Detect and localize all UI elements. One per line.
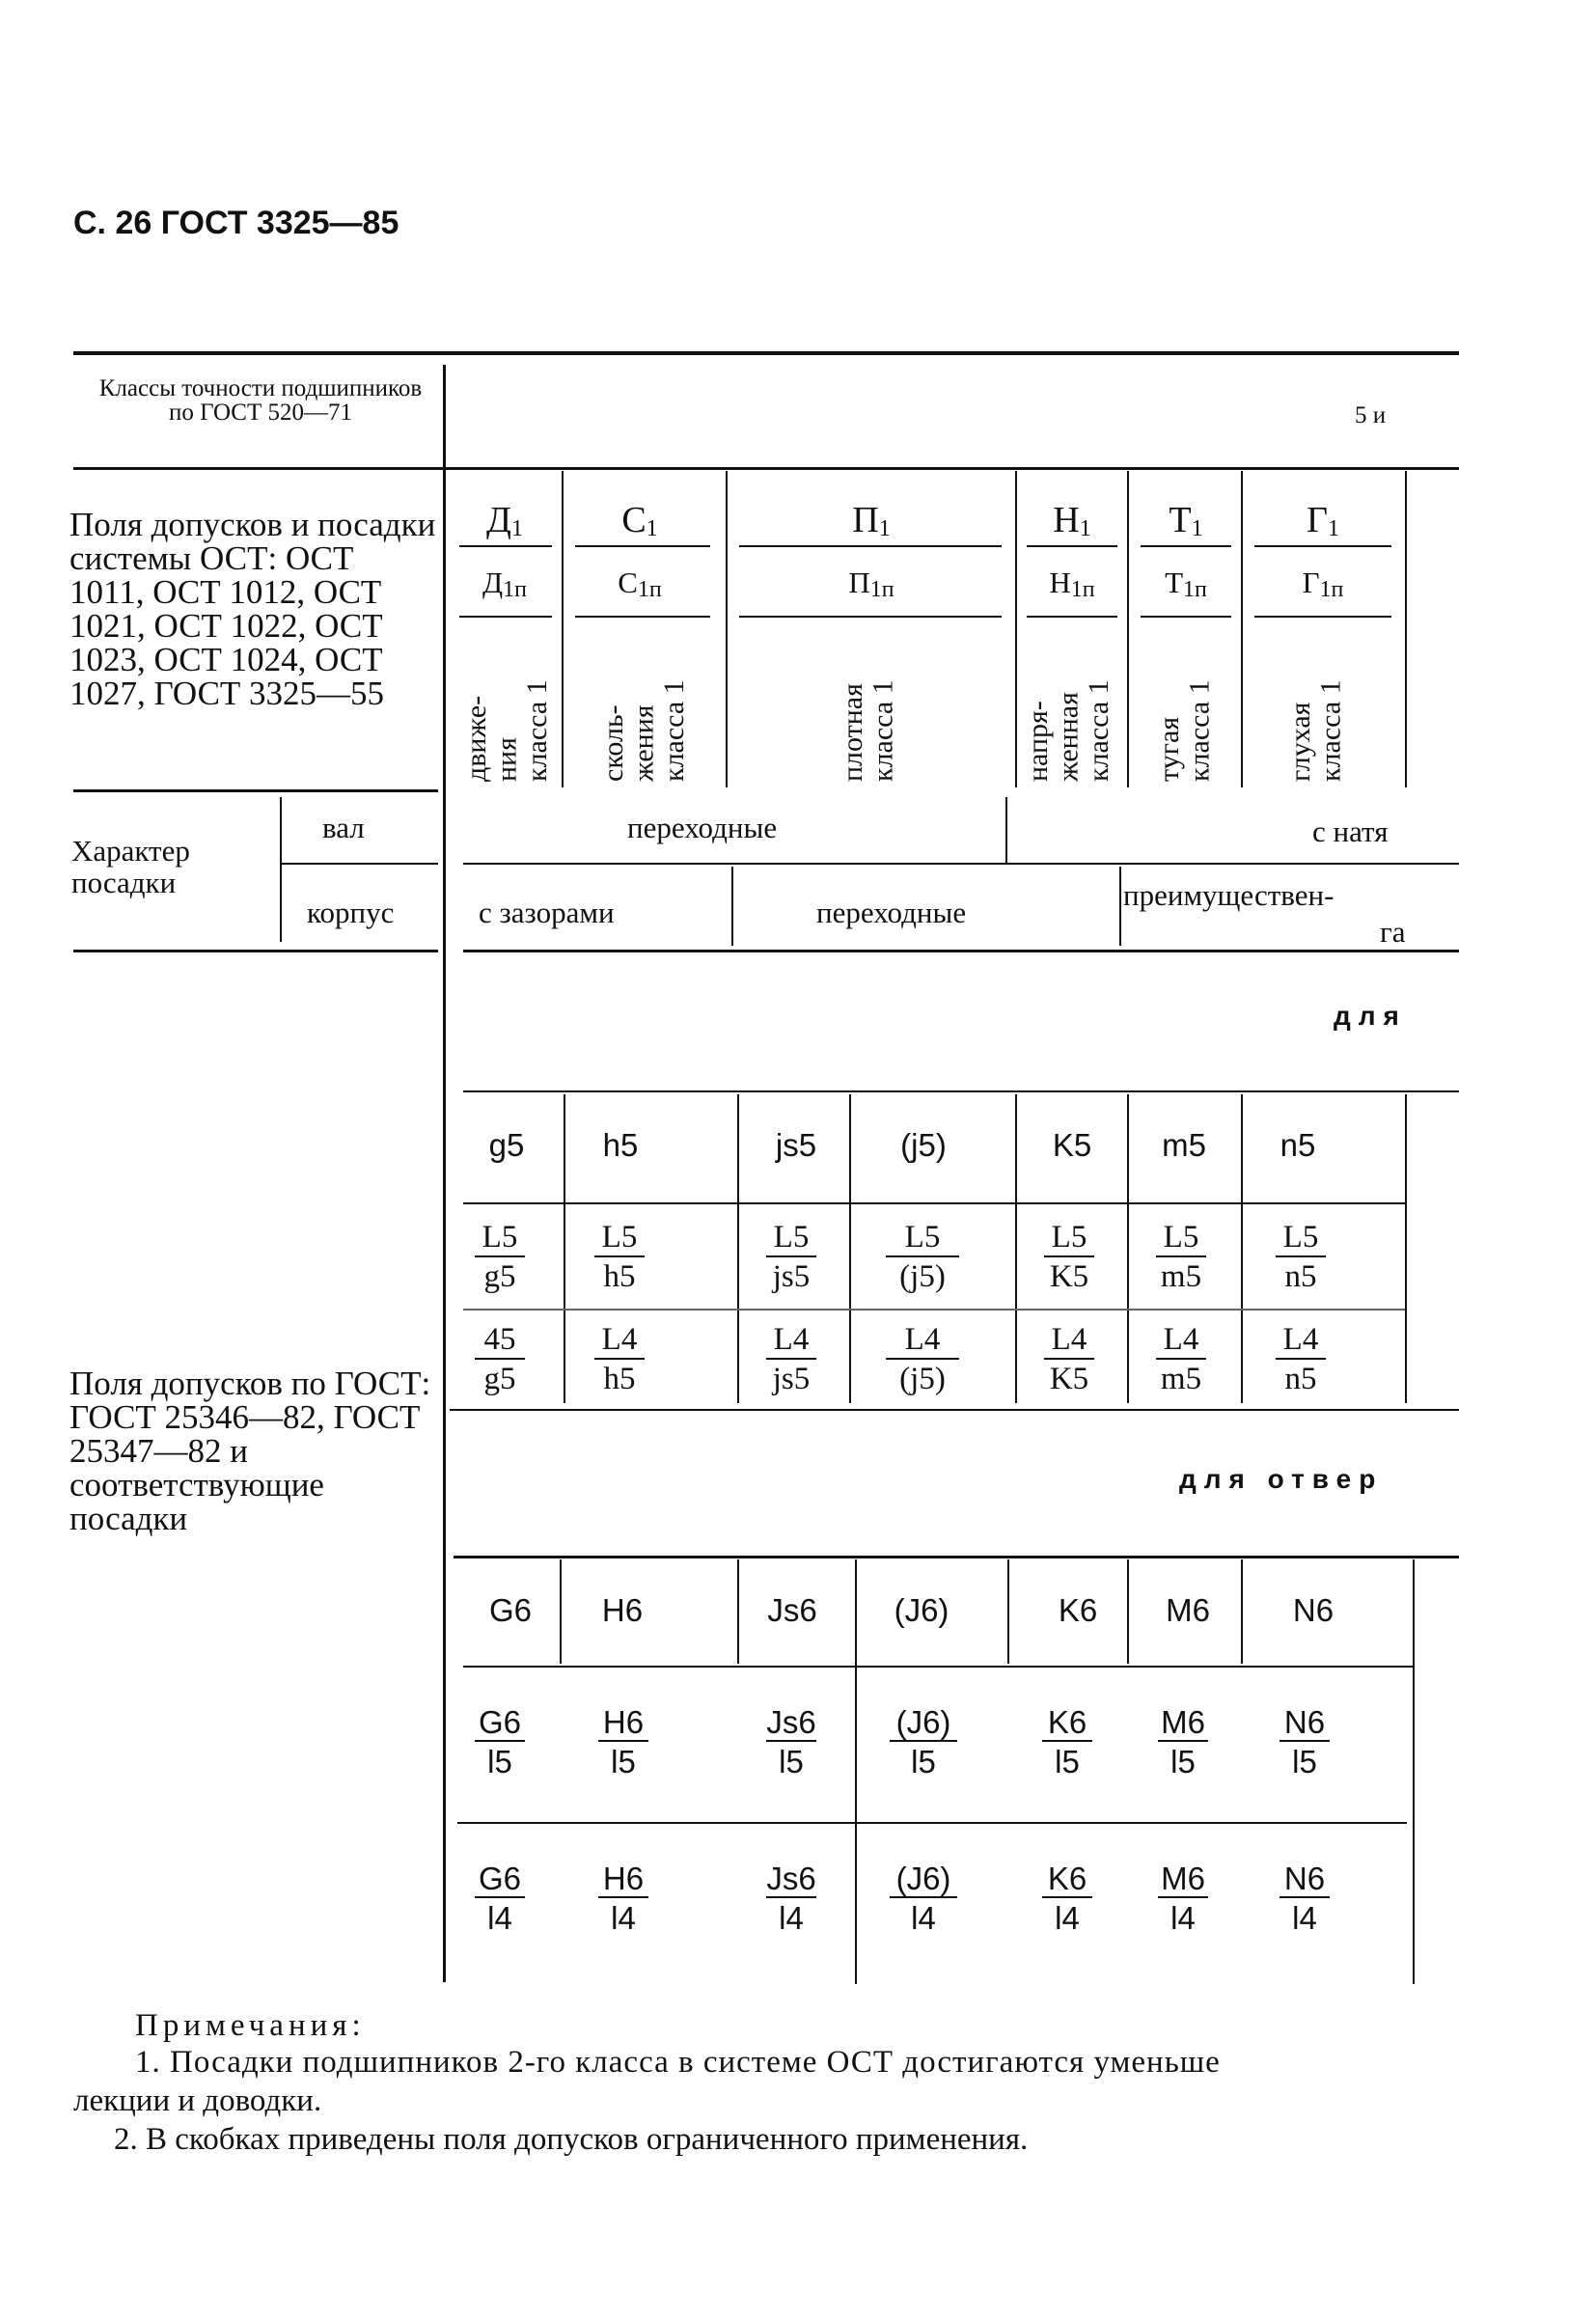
ost-system-label: Поля допусков и посадки системы ОСТ: ОСТ 1011, ОСТ 1012, ОСТ 1021, ОСТ 1022, ОСТ 1023, ОСТ 1024, ОСТ 1027, ГОСТ 3325—55 bbox=[69, 506, 436, 712]
housing-fit-divider bbox=[731, 867, 733, 946]
shaft-fit-l4: L4 n5 bbox=[1266, 1324, 1335, 1395]
ost-fit-symbol: Н1 bbox=[1053, 500, 1091, 541]
ost-col-divider bbox=[1127, 471, 1129, 787]
ost-symbol-underline bbox=[459, 545, 552, 547]
fit-character-divider bbox=[280, 797, 282, 942]
shaft-fit-l5: L5 (j5) bbox=[876, 1222, 969, 1293]
hole-col-divider bbox=[1241, 1559, 1243, 1664]
for-holes-label: для отвер bbox=[1179, 1464, 1384, 1494]
hole-col-divider bbox=[1127, 1559, 1129, 1664]
hole-fit-l4: N6 l4 bbox=[1270, 1862, 1339, 1934]
ost-fit-symbol-alt: С1п bbox=[618, 565, 662, 602]
hole-fit-l4: H6 l4 bbox=[589, 1862, 658, 1934]
ost-symbol-underline bbox=[1254, 616, 1391, 618]
ost-fit-name: сколь- жения класса 1 bbox=[597, 679, 690, 782]
hole-field: M6 bbox=[1166, 1592, 1210, 1628]
housing-fit-clearance: с зазорами bbox=[479, 896, 615, 929]
shaft-field: m5 bbox=[1162, 1127, 1206, 1163]
hole-fits-rule bbox=[457, 1822, 1407, 1824]
shaft-fit-l5: L5 g5 bbox=[465, 1222, 535, 1293]
hole-field: G6 bbox=[488, 1592, 533, 1628]
shaft-fit-l5: L5 h5 bbox=[585, 1222, 654, 1293]
ost-fit-name: движе- ния класса 1 bbox=[460, 679, 553, 782]
shaft-fit-transitional: переходные bbox=[627, 811, 778, 844]
housing-label: корпус bbox=[307, 896, 395, 929]
ost-fit-symbol: Д1 bbox=[486, 500, 523, 541]
shaft-field: g5 bbox=[488, 1127, 525, 1163]
hole-col-divider bbox=[1413, 1559, 1415, 1984]
ost-fit-name: тугая класса 1 bbox=[1153, 679, 1216, 782]
hole-fit-l4: G6 l4 bbox=[465, 1862, 535, 1934]
table-top-rule bbox=[73, 351, 1459, 355]
hole-fit-l4: (J6) l4 bbox=[880, 1862, 967, 1934]
shaft-fields-top-rule bbox=[463, 1090, 1459, 1092]
accuracy-classes-value: 5 и bbox=[1355, 402, 1387, 428]
ost-symbol-underline bbox=[575, 616, 710, 618]
label-column-divider bbox=[443, 365, 446, 1982]
hole-col-divider bbox=[1007, 1559, 1009, 1664]
ost-symbol-underline bbox=[1141, 545, 1231, 547]
rule-below-fit-character-right bbox=[463, 950, 1459, 952]
rule-below-fit-character bbox=[73, 950, 438, 952]
ost-fit-name: глухая класса 1 bbox=[1284, 679, 1347, 782]
ost-symbol-underline bbox=[1027, 616, 1117, 618]
shaft-fit-l5: L5 js5 bbox=[757, 1222, 826, 1293]
shaft-fit-l4: 45 g5 bbox=[465, 1324, 535, 1395]
ost-symbol-underline bbox=[575, 545, 710, 547]
shaft-fit-interference: с натя bbox=[1312, 814, 1389, 848]
shaft-col-divider bbox=[1241, 1094, 1243, 1403]
notes-title: Примечания: bbox=[135, 2008, 366, 2043]
hole-fit-l4: Js6 l4 bbox=[766, 1861, 816, 1936]
ost-col-divider bbox=[1015, 471, 1017, 787]
housing-fit-divider bbox=[1119, 867, 1121, 946]
shaft-fit-l5: L5 n5 bbox=[1266, 1222, 1335, 1293]
ost-fit-symbol: С1 bbox=[621, 500, 658, 541]
shaft-fit-l5: L5 m5 bbox=[1146, 1222, 1216, 1293]
ost-fit-name: напря- женная класса 1 bbox=[1022, 679, 1114, 782]
ost-col-divider bbox=[562, 471, 564, 787]
note-item: 2. В скобках приведены поля допусков ограниченного применения. bbox=[114, 2122, 1029, 2157]
ost-fit-symbol: Г1 bbox=[1307, 500, 1339, 541]
housing-fit-transitional: переходные bbox=[816, 896, 967, 929]
hole-fit-l5: G6 l5 bbox=[465, 1706, 535, 1778]
shaft-field: K5 bbox=[1052, 1127, 1092, 1163]
shaft-field: h5 bbox=[602, 1127, 639, 1163]
ost-fit-symbol-alt: Г1п bbox=[1302, 565, 1344, 602]
shaft-field: js5 bbox=[775, 1127, 817, 1163]
shaft-fit-l4: L4 m5 bbox=[1146, 1324, 1216, 1395]
shaft-col-divider bbox=[564, 1094, 565, 1403]
ost-fit-symbol-alt: Н1п bbox=[1049, 565, 1095, 602]
hole-fit-l5: N6 l5 bbox=[1270, 1706, 1339, 1778]
hole-fit-l4: K6 l4 bbox=[1032, 1862, 1102, 1934]
note-item: 1. Посадки подшипников 2-го класса в системе ОСТ достигаются уменьше bbox=[135, 2045, 1221, 2080]
ost-fit-symbol: П1 bbox=[852, 500, 891, 541]
hole-col-divider bbox=[560, 1559, 562, 1664]
accuracy-classes-label: Классы точности подшипников по ГОСТ 520—71 bbox=[98, 375, 423, 426]
rule-below-ost bbox=[73, 789, 438, 792]
ost-col-divider bbox=[726, 471, 728, 787]
shaft-col-divider bbox=[737, 1094, 739, 1403]
shaft-col-divider bbox=[1015, 1094, 1017, 1403]
shaft-housing-divider bbox=[282, 863, 438, 865]
hole-field: K6 bbox=[1058, 1592, 1098, 1628]
hole-fit-l5: Js6 l5 bbox=[766, 1704, 816, 1779]
page-header: С. 26 ГОСТ 3325—85 bbox=[73, 205, 399, 241]
shaft-fit-l4: L4 js5 bbox=[757, 1324, 826, 1395]
shaft-fit-l4: L4 K5 bbox=[1034, 1324, 1104, 1395]
ost-col-divider bbox=[1241, 471, 1243, 787]
shaft-col-divider bbox=[1405, 1094, 1407, 1403]
shaft-col-divider bbox=[1127, 1094, 1129, 1403]
ost-symbol-underline bbox=[1141, 616, 1231, 618]
shaft-fit-l4: L4 (j5) bbox=[876, 1324, 969, 1395]
ost-fit-symbol-alt: П1п bbox=[848, 565, 894, 602]
ost-symbol-underline bbox=[739, 616, 1002, 618]
hole-fields-top-rule bbox=[454, 1556, 1459, 1558]
hole-fit-l5: M6 l5 bbox=[1148, 1706, 1218, 1778]
hole-fit-l5: H6 l5 bbox=[589, 1706, 658, 1778]
shaft-fit-divider bbox=[1005, 797, 1007, 865]
hole-field: Js6 bbox=[767, 1592, 817, 1628]
shaft-fit-l5: L5 K5 bbox=[1034, 1222, 1104, 1293]
shaft-row-rule bbox=[463, 863, 1459, 865]
ost-fit-symbol-alt: Д1п bbox=[482, 565, 527, 602]
ost-symbol-underline bbox=[1254, 545, 1391, 547]
fit-character-label: Характер посадки bbox=[71, 834, 190, 899]
shaft-col-divider bbox=[849, 1094, 851, 1403]
hole-fit-l4: M6 l4 bbox=[1148, 1862, 1218, 1934]
shaft-field: (j5) bbox=[900, 1127, 947, 1163]
ost-fit-symbol: Т1 bbox=[1169, 500, 1203, 541]
shaft-fit-l4: L4 h5 bbox=[585, 1324, 654, 1395]
hole-fields-rule bbox=[463, 1666, 1413, 1668]
ost-symbol-underline bbox=[739, 545, 1002, 547]
hole-col-divider bbox=[855, 1559, 857, 1984]
shaft-fields-rule bbox=[463, 1202, 1405, 1204]
rule-below-classes bbox=[73, 467, 1459, 470]
ost-fit-name: плотная класса 1 bbox=[837, 679, 899, 782]
hole-field: N6 bbox=[1292, 1592, 1335, 1628]
tolerance-fields-label: Поля допусков по ГОСТ: ГОСТ 25346—82, ГОСТ 25347—82 и соответствующие посадки bbox=[69, 1365, 431, 1537]
shaft-section-bottom-rule bbox=[450, 1409, 1459, 1411]
hole-col-divider bbox=[737, 1559, 739, 1664]
shaft-label: вал bbox=[322, 811, 365, 844]
ost-col-divider bbox=[1405, 471, 1407, 787]
hole-field: (J6) bbox=[894, 1592, 949, 1628]
ost-symbol-underline bbox=[1027, 545, 1117, 547]
for-shafts-label: для bbox=[1334, 1001, 1407, 1031]
ost-fit-symbol-alt: Т1п bbox=[1165, 565, 1207, 602]
hole-fit-l5: K6 l5 bbox=[1032, 1706, 1102, 1778]
hole-field: H6 bbox=[601, 1592, 644, 1628]
hole-fit-l5: (J6) l5 bbox=[880, 1706, 967, 1778]
note-item-continuation: лекции и доводки. bbox=[73, 2083, 322, 2118]
shaft-field: n5 bbox=[1280, 1127, 1316, 1163]
shaft-fits-rule bbox=[463, 1309, 1405, 1310]
housing-fit-preferred: преимуществен- bbox=[1123, 878, 1335, 912]
ost-symbol-underline bbox=[459, 616, 552, 618]
housing-fit-preferred-cont: га bbox=[1380, 915, 1406, 949]
